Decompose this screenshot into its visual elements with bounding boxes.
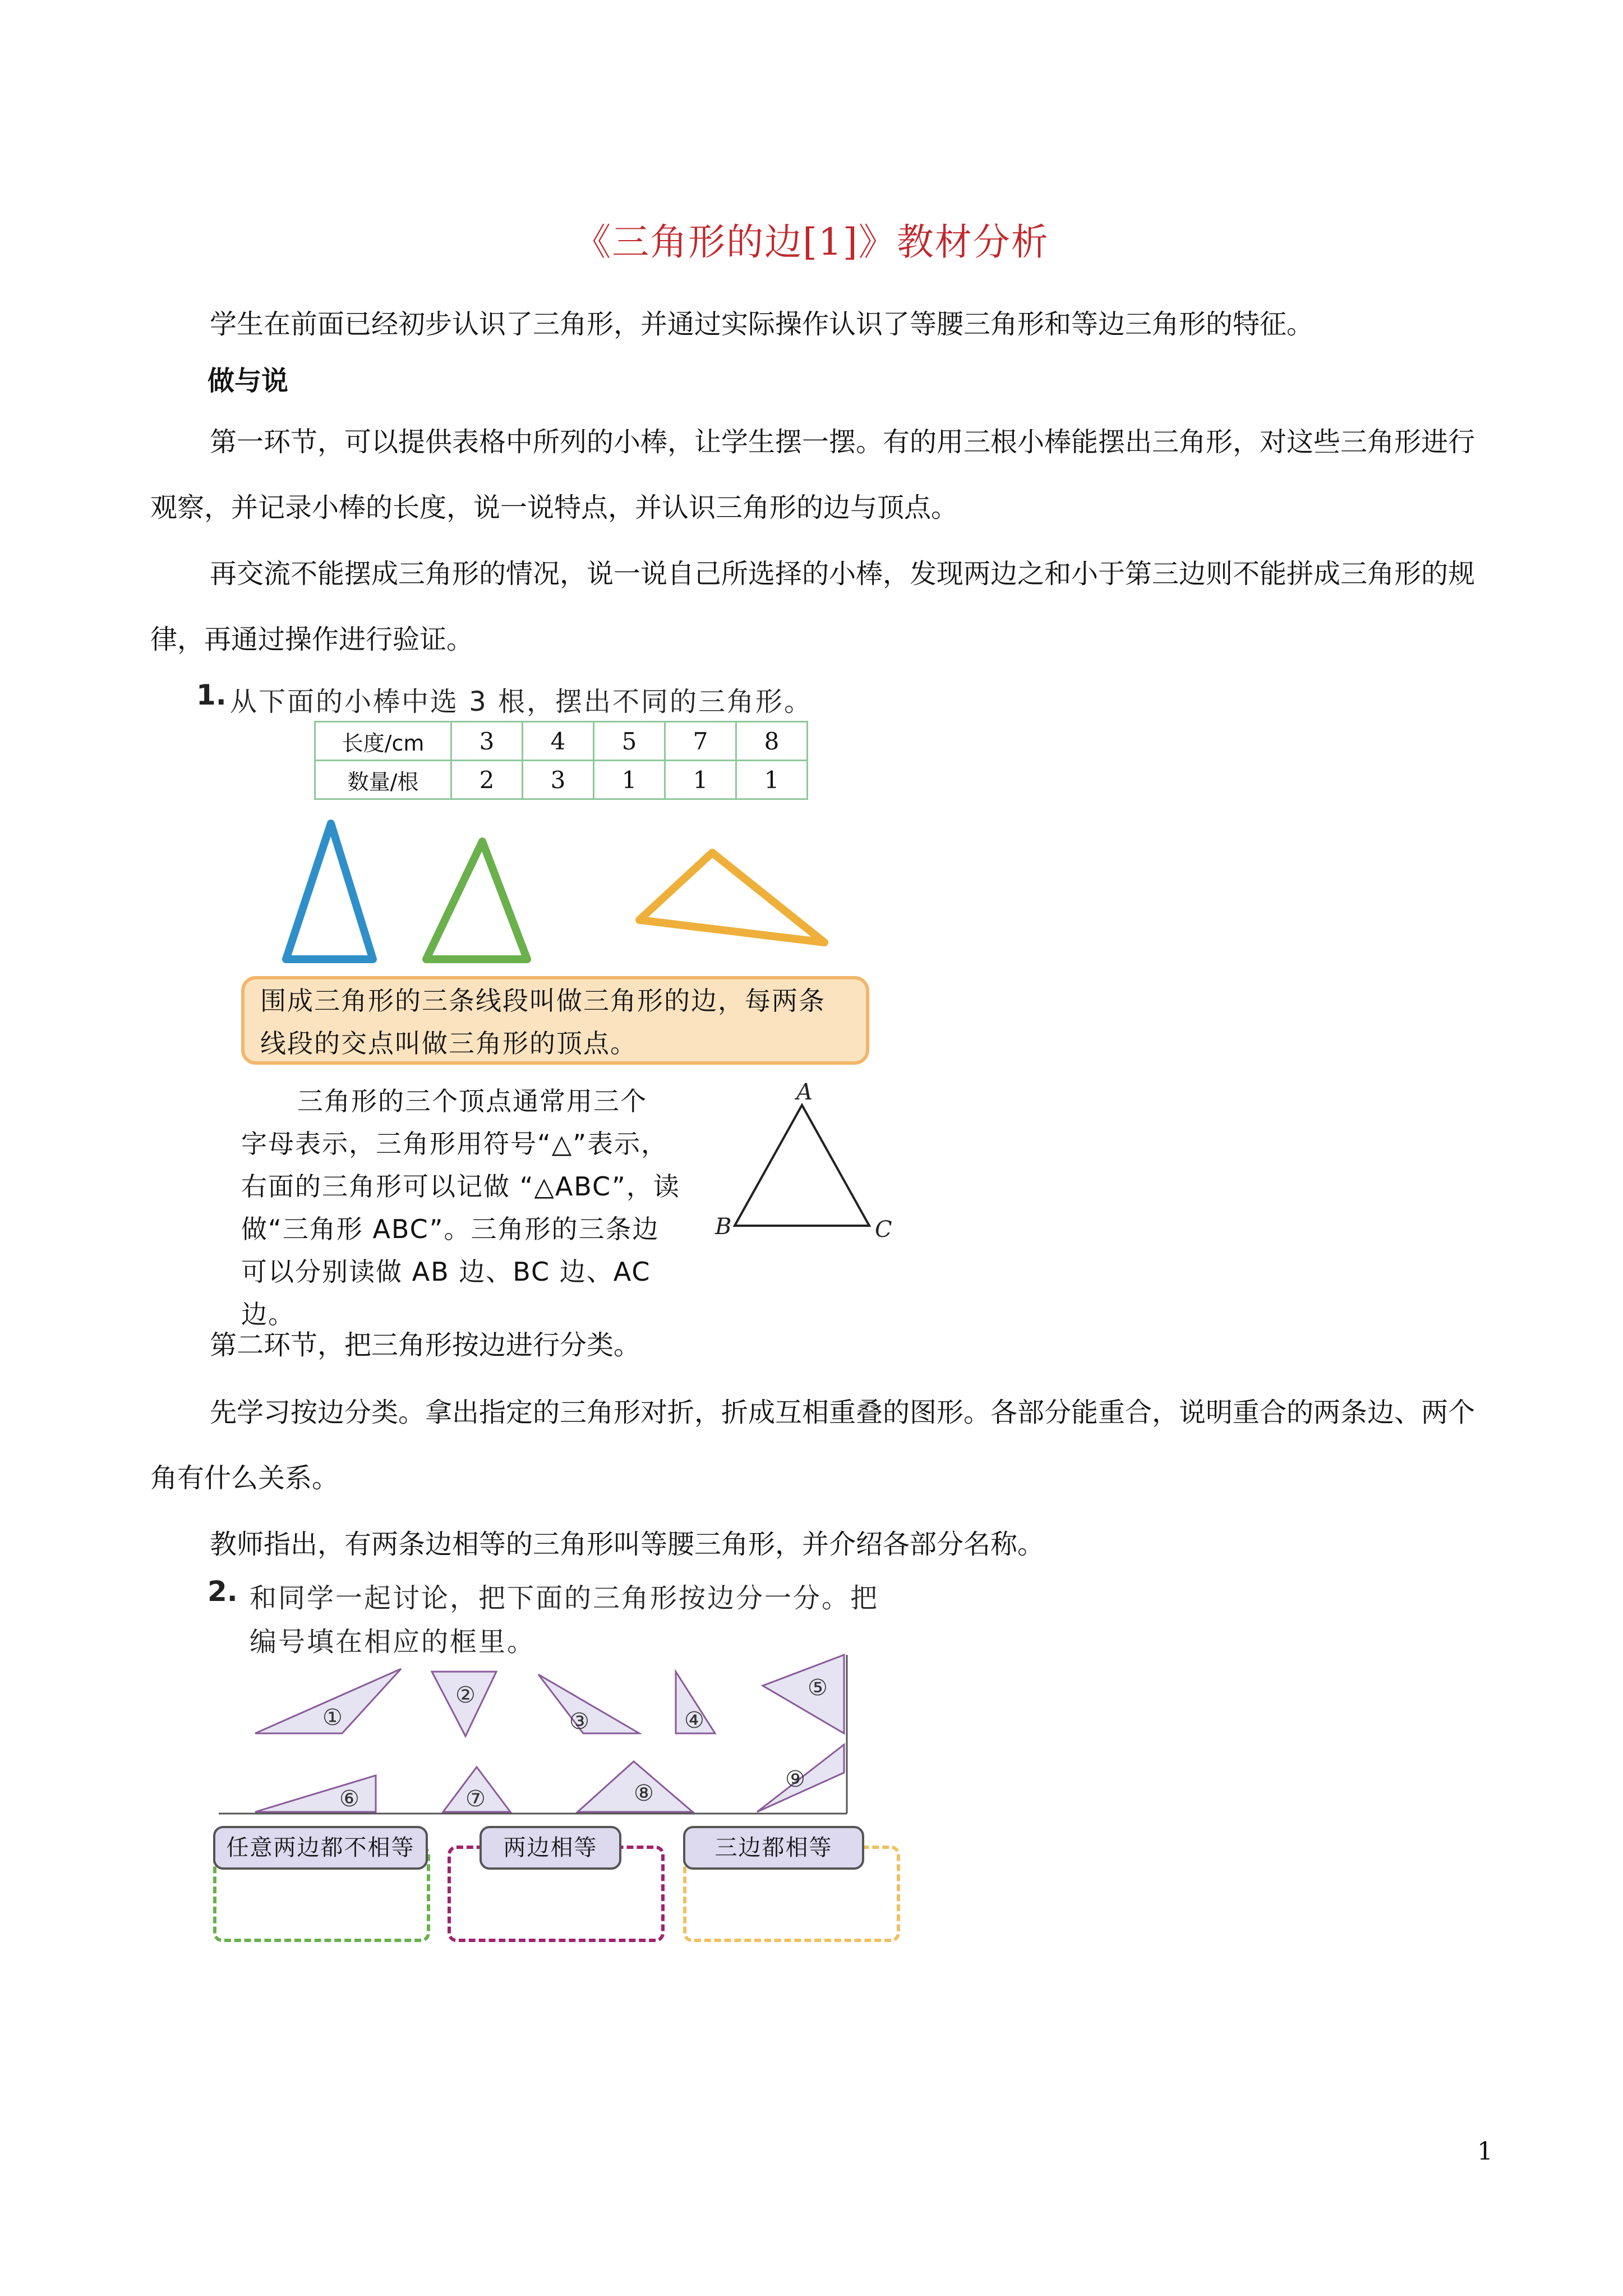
example-triangles (280, 819, 869, 965)
triangle-5-label: ⑤ (808, 1675, 828, 1701)
vertex-a-label: A (796, 1079, 813, 1105)
orange-triangle (639, 853, 824, 942)
green-triangle (426, 841, 527, 959)
table-cell: 1 (665, 761, 736, 799)
vertex-b-label: B (715, 1214, 732, 1240)
question-text-line2: 编号填在相应的框里。 (250, 1626, 536, 1658)
table-cell: 2 (451, 761, 523, 799)
triangle-5 (763, 1655, 844, 1733)
sticks-table (314, 721, 808, 800)
table-row (315, 761, 808, 799)
triangle-abc (712, 1079, 892, 1251)
triangle-abc-shape (735, 1105, 869, 1226)
table-cell: 1 (736, 761, 808, 799)
box-label-equilateral: 三边都相等 (683, 1826, 864, 1870)
paragraph-5: 教师指出，有两条边相等的三角形叫等腰三角形，并介绍各部分名称。 (210, 1529, 1045, 1560)
table-cell: 8 (736, 722, 808, 761)
table-cell: 1 (594, 761, 665, 799)
paragraph-4: 先学习按边分类。拿出指定的三角形对折，折成互相重叠的图形。各部分能重合，说明重合的两条边、两个角有什么关系。 (150, 1397, 1476, 1494)
notation-line: 右面的三角形可以记做 “△ABC”，读 (241, 1171, 680, 1202)
paragraph-3: 第二环节，把三角形按边进行分类。 (210, 1329, 641, 1361)
table-cell: 3 (451, 722, 523, 761)
table-cell: 3 (523, 761, 594, 799)
classification-triangles (196, 1655, 925, 1818)
section-heading: 做与说 (208, 365, 289, 397)
table-cell: 5 (594, 722, 665, 761)
notation-line: 字母表示，三角形用符号“△”表示， (241, 1129, 668, 1159)
paragraph-1: 第一环节，可以提供表格中所列的小棒，让学生摆一摆。有的用三根小棒能摆出三角形，对这些三角形进行观察，并记录小棒的长度，说一说特点，并认识三角形的边与顶点。 (150, 426, 1476, 523)
triangle-3-label: ③ (569, 1709, 589, 1734)
triangle-1-label: ① (322, 1705, 343, 1731)
triangle-4-label: ④ (684, 1708, 704, 1733)
figure-2 (196, 1559, 925, 1952)
table-cell: 7 (665, 722, 736, 761)
page-title: 《三角形的边[1]》教材分析 (574, 220, 1049, 264)
notation-text (241, 1080, 701, 1336)
figure-1 (196, 679, 925, 1329)
question-text-line1: 和同学一起讨论，把下面的三角形按边分一分。把 (250, 1582, 879, 1614)
box-label-isosceles: 两边相等 (479, 1826, 621, 1870)
paragraph-2: 再交流不能摆成三角形的情况，说一说自己所选择的小棒，发现两边之和小于第三边则不能拼成三角形的规律，再通过操作进行验证。 (150, 558, 1476, 655)
question-number: 1. (196, 679, 227, 711)
page-number: 1 (1477, 2137, 1493, 2166)
definition-box: 围成三角形的三条线段叫做三角形的边，每两条线段的交点叫做三角形的顶点。 (241, 976, 869, 1065)
notation-line: 三角形的三个顶点通常用三个 (297, 1086, 647, 1116)
table-cell: 4 (523, 722, 594, 761)
triangle-9-label: ⑨ (785, 1766, 805, 1792)
triangle-2-label: ② (455, 1682, 476, 1708)
table-row (315, 722, 808, 761)
triangle-6-label: ⑥ (339, 1786, 359, 1812)
blue-triangle (286, 823, 373, 959)
box-label-scalene: 任意两边都不相等 (213, 1826, 428, 1870)
notation-line: 做“三角形 ABC”。三角形的三条边 (241, 1214, 660, 1244)
question-text: 从下面的小棒中选 3 根，摆出不同的三角形。 (230, 686, 813, 717)
vertex-c-label: C (875, 1217, 892, 1243)
triangle-8-label: ⑧ (634, 1780, 654, 1806)
table-header-length: 长度/cm (315, 722, 451, 761)
table-header-count: 数量/根 (315, 761, 451, 799)
question-number: 2. (208, 1575, 238, 1608)
triangle-7-label: ⑦ (465, 1786, 486, 1812)
intro-paragraph: 学生在前面已经初步认识了三角形，并通过实际操作认识了等腰三角形和等边三角形的特征。 (210, 309, 1314, 340)
notation-line: 可以分别读做 AB 边、BC 边、AC 边。 (241, 1257, 651, 1329)
